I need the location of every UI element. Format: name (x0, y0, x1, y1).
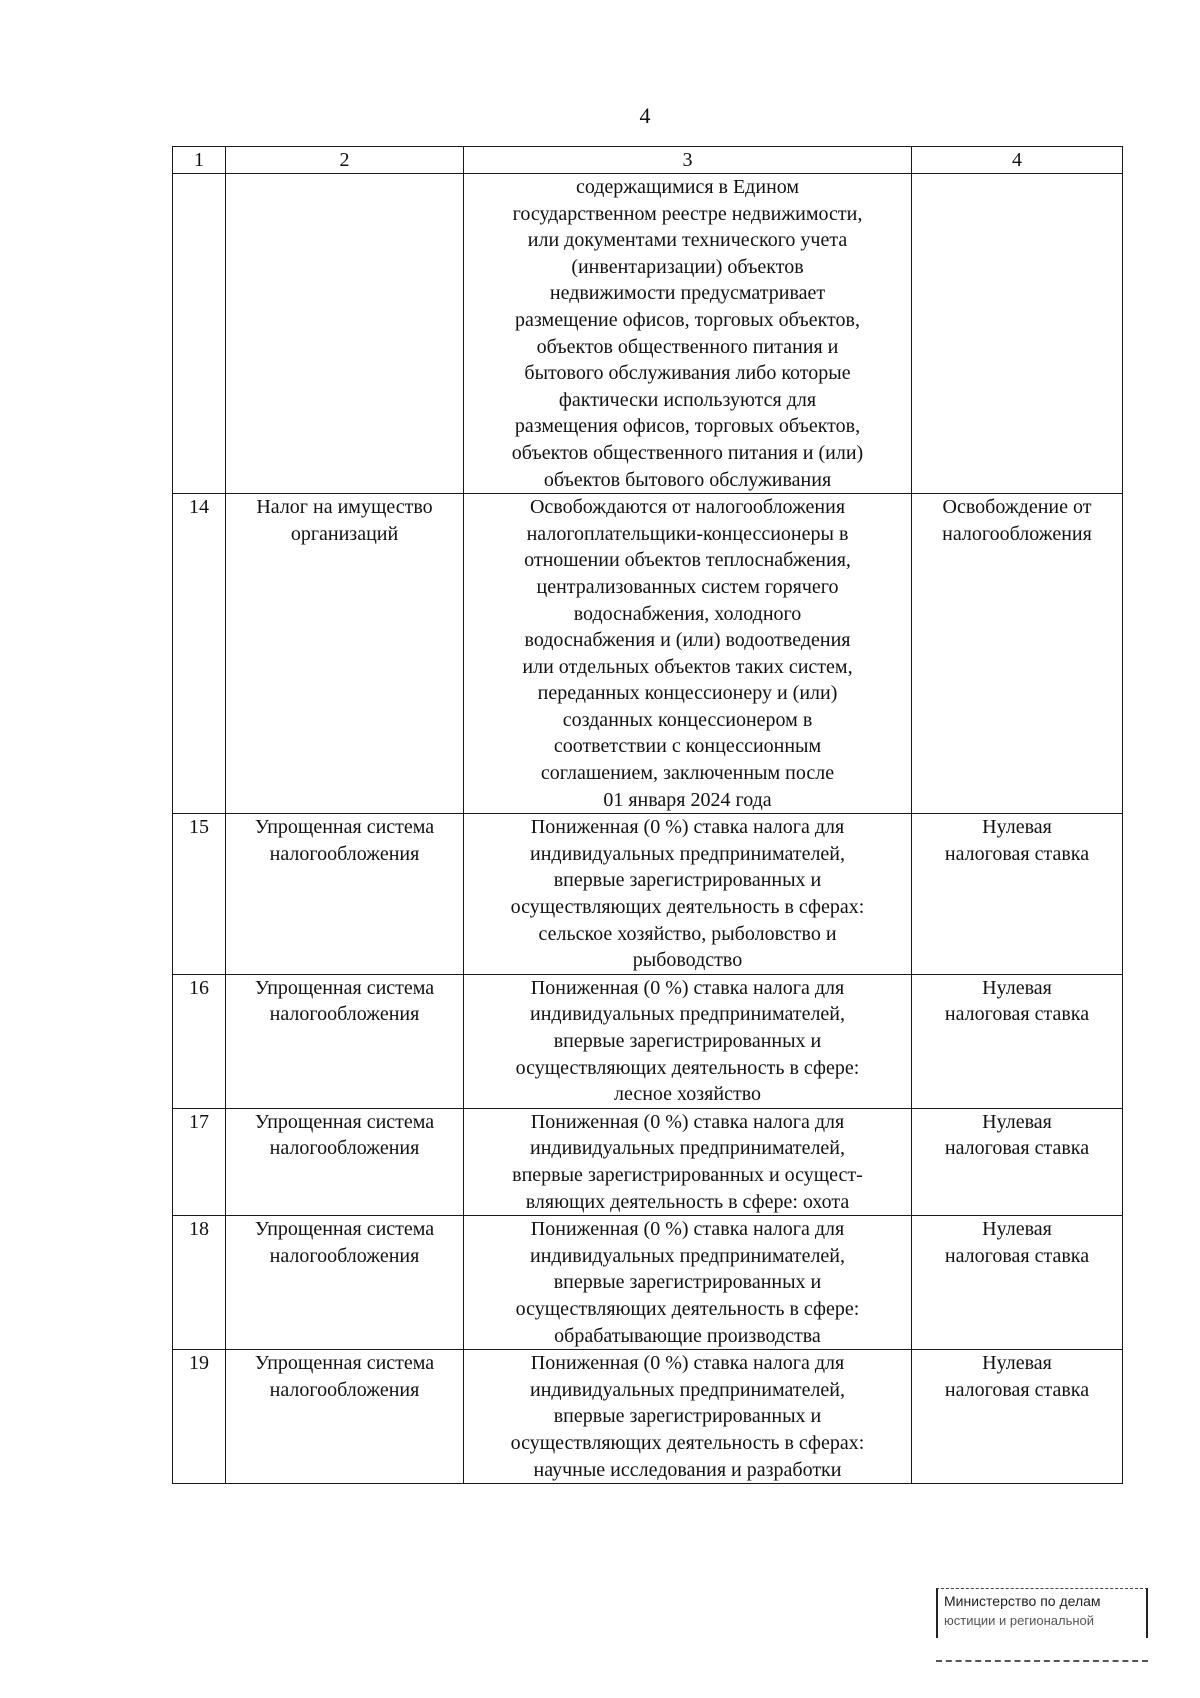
benefit-description: содержащимися в Едином государственном реестре недвижимости, или документами технического учета (инвентаризации) объектов недвижимости предусматривает размещение офисов, торговых объектов, объектов общественного питания и бытового обслуживания либо которые фактически используются для размещения офисов, торговых объектов, объектов общественного питания и (или) объектов бытового обслуживания (464, 174, 912, 494)
table-row (173, 1216, 1123, 1350)
row-number (173, 174, 226, 494)
ministry-stamp (936, 1588, 1148, 1638)
benefit-description: Пониженная (0 %) ставка налога для индивидуальных предпринимателей, впервые зарегистрированных и осущест- вляющих деятельность в сфере: охота (464, 1108, 912, 1215)
tax-name: Упрощенная система налогообложения (226, 814, 464, 975)
stamp-line-2: юстиции и региональной (944, 1613, 1095, 1628)
benefit-type (912, 174, 1123, 494)
row-number: 16 (173, 974, 226, 1108)
benefit-description: Пониженная (0 %) ставка налога для индивидуальных предпринимателей, впервые зарегистрированных и осуществляющих деятельность в сфере: лесное хозяйство (464, 974, 912, 1108)
benefit-description: Пониженная (0 %) ставка налога для индивидуальных предпринимателей, впервые зарегистрированных и осуществляющих деятельность в сферах: сельское хозяйство, рыболовство и рыбоводство (464, 814, 912, 975)
benefit-description: Освобождаются от налогообложения налогоплательщики-концессионеры в отношении объектов теплоснабжения, централизованных систем горячего водоснабжения, холодного водоснабжения и (или) водоотведения или отдельных объектов таких систем, переданных концессионеру и (или) созданных концессионером в соответствии с концессионным соглашением, заключенным после 01 января 2024 года (464, 494, 912, 814)
benefit-type: Нулевая налоговая ставка (912, 1350, 1123, 1484)
stamp-line-1: Министерство по делам (944, 1593, 1101, 1609)
tax-name: Упрощенная система налогообложения (226, 1108, 464, 1215)
column-number-2: 2 (226, 147, 464, 174)
table-row (173, 1350, 1123, 1484)
tax-name: Упрощенная система налогообложения (226, 1350, 464, 1484)
benefit-type: Нулевая налоговая ставка (912, 814, 1123, 975)
table-row (173, 174, 1123, 494)
row-number: 18 (173, 1216, 226, 1350)
row-number: 19 (173, 1350, 226, 1484)
benefit-type: Нулевая налоговая ставка (912, 1108, 1123, 1215)
benefit-type: Нулевая налоговая ставка (912, 974, 1123, 1108)
table-row (173, 494, 1123, 814)
column-number-3: 3 (464, 147, 912, 174)
row-number: 14 (173, 494, 226, 814)
benefit-type: Освобождение от налогообложения (912, 494, 1123, 814)
benefits-table (172, 146, 1123, 1484)
tax-name: Упрощенная система налогообложения (226, 974, 464, 1108)
tax-name (226, 174, 464, 494)
tax-name: Упрощенная система налогообложения (226, 1216, 464, 1350)
stamp-underline (936, 1660, 1148, 1662)
column-number-4: 4 (912, 147, 1123, 174)
row-number: 17 (173, 1108, 226, 1215)
row-number: 15 (173, 814, 226, 975)
tax-name: Налог на имущество организаций (226, 494, 464, 814)
column-number-1: 1 (173, 147, 226, 174)
table-row (173, 1108, 1123, 1215)
page-number: 4 (639, 103, 651, 128)
table-header-row (173, 147, 1123, 174)
benefit-description: Пониженная (0 %) ставка налога для индивидуальных предпринимателей, впервые зарегистрированных и осуществляющих деятельность в сфере: обрабатывающие производства (464, 1216, 912, 1350)
table-row (173, 974, 1123, 1108)
benefit-type: Нулевая налоговая ставка (912, 1216, 1123, 1350)
table-row (173, 814, 1123, 975)
benefit-description: Пониженная (0 %) ставка налога для индивидуальных предпринимателей, впервые зарегистрированных и осуществляющих деятельность в сферах: научные исследования и разработки (464, 1350, 912, 1484)
